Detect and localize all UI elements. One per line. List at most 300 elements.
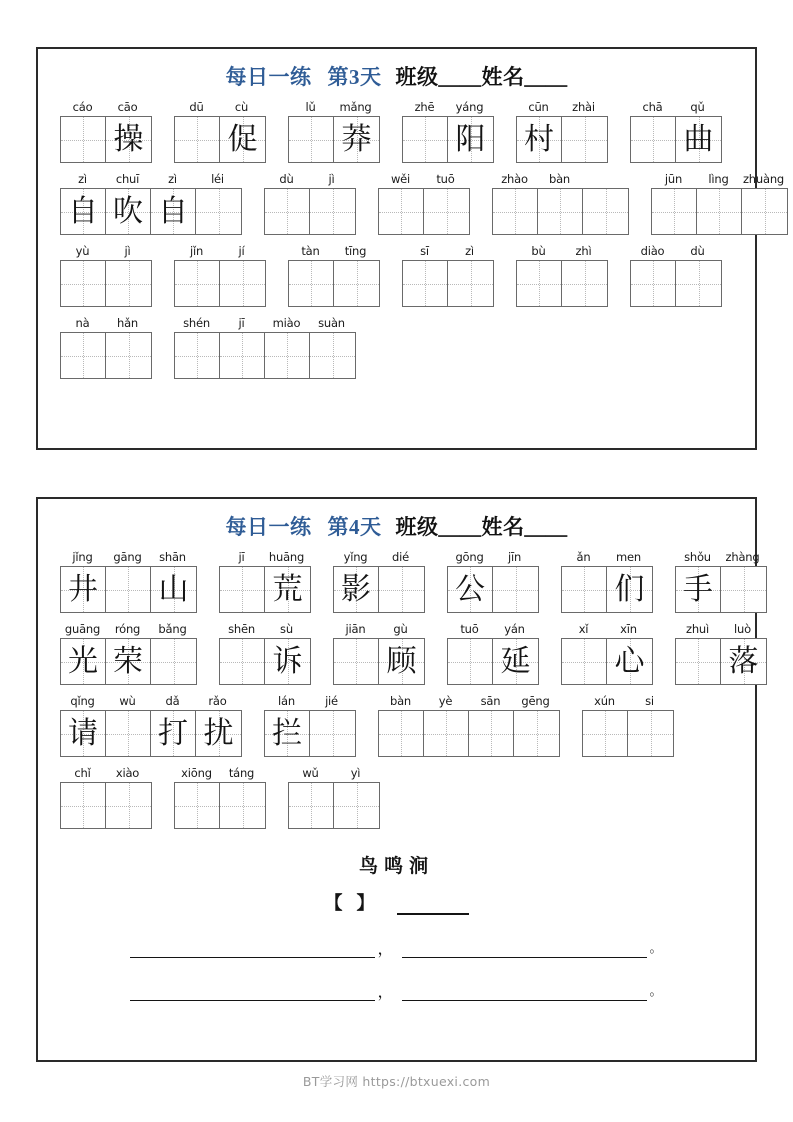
pinyin-label: suàn: [318, 316, 345, 330]
hanzi-glyph: 诉: [272, 644, 303, 678]
pinyin-label: xiào: [115, 766, 140, 780]
verse-period: 。: [649, 983, 663, 998]
tianzige-cell-filled[interactable]: [607, 567, 652, 612]
tianzige-cell-filled[interactable]: [61, 711, 106, 756]
tianzige-cell-filled[interactable]: [448, 567, 493, 612]
tianzige-cell-blank[interactable]: [631, 117, 676, 162]
tianzige-cell-blank[interactable]: [583, 711, 628, 756]
worksheet-day4-title: [38, 511, 755, 541]
pinyin-label: zhuàng: [742, 172, 785, 186]
pinyin-label: zhài: [572, 100, 595, 114]
tianzige-cell-blank[interactable]: [175, 783, 220, 828]
tianzige-cell-blank[interactable]: [175, 117, 220, 162]
hanzi-glyph: 延: [500, 644, 531, 678]
worksheet-day3-title: [38, 61, 755, 91]
poem-section: [38, 851, 755, 1001]
tianzige-grid: [264, 188, 356, 235]
word-group: [561, 622, 653, 685]
tianzige-cell-blank[interactable]: [196, 189, 241, 234]
tianzige-cell-filled[interactable]: [106, 189, 151, 234]
tianzige-cell-blank[interactable]: [289, 783, 334, 828]
title-class-name-field[interactable]: 班级＿＿姓名＿＿: [395, 515, 568, 539]
hanzi-glyph: 村: [524, 122, 554, 156]
tianzige-cell-blank[interactable]: [562, 639, 607, 684]
pinyin-label: qǔ: [690, 100, 705, 114]
tianzige-cell-blank[interactable]: [220, 261, 265, 306]
watermark: BT学习网 https://btxuexi.com: [302, 1074, 491, 1089]
word-row: [38, 316, 755, 379]
pinyin-label: dǎ: [165, 694, 180, 708]
hanzi-glyph: 公: [455, 572, 485, 606]
pinyin-label: shēn: [228, 622, 255, 636]
pinyin-row: [492, 172, 629, 186]
pinyin-label: wù: [119, 694, 136, 708]
tianzige-cell-filled[interactable]: [265, 639, 310, 684]
tianzige-grid: [60, 332, 152, 379]
tianzige-cell-blank[interactable]: [334, 783, 379, 828]
pinyin-label: shén: [183, 316, 210, 330]
tianzige-cell-blank[interactable]: [676, 639, 721, 684]
pinyin-row: [630, 244, 722, 258]
pinyin-row: [675, 550, 767, 564]
pinyin-label: dié: [392, 550, 409, 564]
tianzige-grid: [561, 638, 653, 685]
word-group: [582, 694, 674, 757]
tianzige-cell-filled[interactable]: [220, 117, 265, 162]
pinyin-label: zhào: [501, 172, 528, 186]
pinyin-label: bàn: [389, 694, 412, 708]
hanzi-glyph: 自: [68, 194, 98, 228]
tianzige-cell-filled[interactable]: [61, 189, 106, 234]
pinyin-row: [651, 172, 788, 186]
tianzige-grid: [516, 260, 608, 307]
word-row: [38, 694, 755, 757]
word-group: [333, 550, 425, 613]
tianzige-grid: [174, 332, 356, 379]
tianzige-cell-blank[interactable]: [562, 567, 607, 612]
hanzi-glyph: 打: [158, 716, 188, 750]
tianzige-cell-blank[interactable]: [448, 261, 493, 306]
pinyin-row: [174, 100, 266, 114]
pinyin-label: gāng: [113, 550, 142, 564]
word-group: [630, 100, 722, 163]
tianzige-cell-blank[interactable]: [493, 189, 538, 234]
tianzige-cell-blank[interactable]: [403, 117, 448, 162]
pinyin-label: cáo: [72, 100, 93, 114]
pinyin-label: wǔ: [302, 766, 319, 780]
pinyin-row: [582, 694, 674, 708]
tianzige-cell-blank[interactable]: [151, 639, 196, 684]
tianzige-cell-filled[interactable]: [106, 639, 151, 684]
pinyin-label: yán: [504, 622, 525, 636]
pinyin-label: tīng: [344, 244, 367, 258]
hanzi-glyph: 自: [158, 194, 188, 228]
tianzige-grid: [60, 782, 152, 829]
pinyin-row: [288, 100, 380, 114]
hanzi-glyph: 光: [68, 644, 98, 678]
pinyin-row: [378, 172, 470, 186]
hanzi-glyph: 顾: [386, 644, 417, 678]
pinyin-row: [447, 550, 539, 564]
verse-period: 。: [649, 940, 663, 955]
pinyin-label: jǐng: [72, 550, 93, 564]
pinyin-label: rǎo: [208, 694, 227, 708]
word-group: [60, 766, 152, 829]
tianzige-cell-blank[interactable]: [493, 567, 538, 612]
pinyin-label: dù: [279, 172, 294, 186]
hanzi-glyph: 扰: [203, 716, 234, 750]
tianzige-cell-filled[interactable]: [265, 567, 310, 612]
tianzige-cell-blank[interactable]: [448, 639, 493, 684]
word-group: [60, 622, 197, 685]
tianzige-cell-blank[interactable]: [106, 261, 151, 306]
pinyin-row: [288, 766, 380, 780]
tianzige-grid: [288, 260, 380, 307]
tianzige-cell-filled[interactable]: [334, 117, 379, 162]
pinyin-label: zhì: [575, 244, 592, 258]
tianzige-cell-filled[interactable]: [61, 639, 106, 684]
pinyin-label: sī: [420, 244, 429, 258]
hanzi-glyph: 拦: [272, 716, 302, 750]
pinyin-label: táng: [228, 766, 255, 780]
pinyin-label: huāng: [268, 550, 305, 564]
pinyin-label: ǎn: [576, 550, 591, 564]
poem-author-line: [38, 889, 755, 915]
pinyin-label: dù: [690, 244, 705, 258]
tianzige-grid: [492, 188, 629, 235]
tianzige-cell-blank[interactable]: [61, 333, 106, 378]
pinyin-label: cūn: [528, 100, 549, 114]
pinyin-row: [333, 622, 425, 636]
hanzi-glyph: 曲: [683, 122, 714, 156]
pinyin-label: shān: [159, 550, 186, 564]
tianzige-cell-blank[interactable]: [106, 783, 151, 828]
pinyin-label: shǒu: [684, 550, 711, 564]
tianzige-cell-blank[interactable]: [628, 711, 673, 756]
tianzige-cell-blank[interactable]: [514, 711, 559, 756]
pinyin-label: xiōng: [181, 766, 212, 780]
tianzige-grid: [447, 566, 539, 613]
tianzige-grid: [288, 116, 380, 163]
word-group: [675, 622, 767, 685]
tianzige-grid: [651, 188, 788, 235]
pinyin-label: tuō: [460, 622, 479, 636]
pinyin-row: [60, 550, 197, 564]
word-row: [38, 622, 759, 685]
hanzi-glyph: 阳: [455, 122, 486, 156]
pinyin-label: gōng: [455, 550, 484, 564]
pinyin-label: tàn: [301, 244, 320, 258]
pinyin-label: zhàng: [725, 550, 760, 564]
tianzige-grid: [630, 260, 722, 307]
pinyin-row: [561, 550, 653, 564]
pinyin-label: wěi: [390, 172, 411, 186]
verse-blank[interactable]: [402, 941, 647, 958]
word-group: [402, 100, 494, 163]
pinyin-row: [630, 100, 722, 114]
tianzige-grid: [582, 710, 674, 757]
hanzi-glyph: 莽: [341, 122, 372, 156]
pinyin-label: jié: [325, 694, 338, 708]
tianzige-cell-blank[interactable]: [583, 189, 628, 234]
tianzige-cell-blank[interactable]: [721, 567, 766, 612]
tianzige-cell-filled[interactable]: [517, 117, 562, 162]
verse-blank[interactable]: [130, 941, 375, 958]
pinyin-label: luò: [734, 622, 751, 636]
word-group: [675, 550, 767, 613]
tianzige-grid: [402, 260, 494, 307]
tianzige-cell-blank[interactable]: [652, 189, 697, 234]
tianzige-cell-filled[interactable]: [379, 639, 424, 684]
word-group: [174, 316, 356, 379]
tianzige-cell-filled[interactable]: [151, 567, 196, 612]
worksheet-day4: [36, 497, 760, 1062]
tianzige-cell-filled[interactable]: [676, 117, 721, 162]
tianzige-cell-blank[interactable]: [310, 189, 355, 234]
tianzige-cell-blank[interactable]: [403, 261, 448, 306]
pinyin-row: [60, 766, 152, 780]
pinyin-label: zhuì: [685, 622, 709, 636]
tianzige-cell-blank[interactable]: [562, 261, 607, 306]
pinyin-label: yù: [75, 244, 90, 258]
poem-author-blank[interactable]: [397, 899, 469, 915]
pinyin-row: [219, 550, 311, 564]
pinyin-label: sù: [280, 622, 293, 636]
tianzige-cell-blank[interactable]: [220, 567, 265, 612]
verse-blank[interactable]: [130, 984, 375, 1001]
pinyin-label: jǐn: [189, 244, 204, 258]
hanzi-glyph: 促: [227, 122, 258, 156]
word-group: [651, 172, 788, 235]
pinyin-label: sān: [480, 694, 501, 708]
tianzige-grid: [174, 116, 266, 163]
pinyin-row: [516, 244, 608, 258]
tianzige-cell-filled[interactable]: [151, 189, 196, 234]
pinyin-label: chā: [642, 100, 663, 114]
pinyin-label: si: [645, 694, 654, 708]
tianzige-cell-blank[interactable]: [379, 567, 424, 612]
pinyin-label: mǎng: [339, 100, 372, 114]
poem-verse-line-1: [38, 941, 755, 958]
tianzige-cell-blank[interactable]: [742, 189, 787, 234]
verse-blank[interactable]: [402, 984, 647, 1001]
pinyin-label: diào: [640, 244, 665, 258]
word-group: [561, 550, 653, 613]
title-class-name-field[interactable]: 班级＿＿姓名＿＿: [395, 65, 568, 89]
pinyin-label: léi: [211, 172, 224, 186]
tianzige-cell-blank[interactable]: [265, 333, 310, 378]
pinyin-label: lǔ: [305, 100, 316, 114]
pinyin-row: [60, 316, 152, 330]
tianzige-grid: [561, 566, 653, 613]
tianzige-grid: [174, 782, 266, 829]
word-row: [38, 100, 755, 163]
word-row: [38, 172, 785, 235]
pinyin-row: [174, 766, 266, 780]
pinyin-label: lán: [278, 694, 295, 708]
pinyin-label: jīn: [507, 550, 522, 564]
pinyin-label: nà: [75, 316, 90, 330]
tianzige-grid: [288, 782, 380, 829]
tianzige-cell-filled[interactable]: [196, 711, 241, 756]
word-group: [174, 766, 266, 829]
word-group: [174, 100, 266, 163]
word-group: [288, 100, 380, 163]
poem-dynasty-bracket[interactable]: 【】: [324, 893, 389, 913]
tianzige-cell-blank[interactable]: [631, 261, 676, 306]
pinyin-label: xǐ: [578, 622, 589, 636]
pinyin-row: [378, 694, 560, 708]
pinyin-row: [60, 694, 242, 708]
pinyin-label: dū: [189, 100, 204, 114]
tianzige-cell-blank[interactable]: [61, 117, 106, 162]
pinyin-row: [264, 172, 356, 186]
pinyin-label: yì: [350, 766, 361, 780]
tianzige-cell-blank[interactable]: [220, 333, 265, 378]
pinyin-label: chǐ: [74, 766, 91, 780]
pinyin-label: cāo: [117, 100, 138, 114]
hanzi-glyph: 吹: [113, 194, 143, 228]
word-group: [60, 694, 242, 757]
tianzige-cell-blank[interactable]: [289, 261, 334, 306]
tianzige-cell-blank[interactable]: [220, 639, 265, 684]
pinyin-row: [516, 100, 608, 114]
tianzige-cell-blank[interactable]: [61, 261, 106, 306]
pinyin-label: jūn: [664, 172, 683, 186]
pinyin-row: [60, 622, 197, 636]
pinyin-row: [675, 622, 767, 636]
tianzige-cell-blank[interactable]: [175, 261, 220, 306]
tianzige-grid: [630, 116, 722, 163]
hanzi-glyph: 操: [113, 122, 144, 156]
poem-title: 鸟鸣涧: [358, 856, 434, 877]
tianzige-cell-blank[interactable]: [676, 261, 721, 306]
hanzi-glyph: 井: [68, 572, 98, 606]
pinyin-label: yǐng: [343, 550, 368, 564]
pinyin-row: [561, 622, 653, 636]
tianzige-cell-filled[interactable]: [106, 117, 151, 162]
tianzige-grid: [378, 710, 560, 757]
word-group: [516, 100, 608, 163]
worksheet-day3-rows: [38, 100, 785, 379]
tianzige-cell-filled[interactable]: [151, 711, 196, 756]
tianzige-cell-blank[interactable]: [424, 189, 469, 234]
tianzige-cell-filled[interactable]: [676, 567, 721, 612]
tianzige-cell-blank[interactable]: [220, 783, 265, 828]
tianzige-cell-filled[interactable]: [334, 567, 379, 612]
tianzige-cell-blank[interactable]: [310, 711, 355, 756]
tianzige-cell-blank[interactable]: [106, 567, 151, 612]
word-group: [264, 172, 356, 235]
pinyin-label: róng: [114, 622, 141, 636]
tianzige-cell-blank[interactable]: [106, 711, 151, 756]
pinyin-label: tuō: [436, 172, 455, 186]
tianzige-cell-filled[interactable]: [493, 639, 538, 684]
tianzige-cell-blank[interactable]: [175, 333, 220, 378]
tianzige-grid: [264, 710, 356, 757]
word-group: [60, 550, 197, 613]
pinyin-label: zì: [465, 244, 474, 258]
pinyin-label: zhē: [414, 100, 435, 114]
tianzige-cell-blank[interactable]: [562, 117, 607, 162]
word-group: [219, 550, 311, 613]
tianzige-cell-filled[interactable]: [61, 567, 106, 612]
tianzige-grid: [675, 566, 767, 613]
word-group: [219, 622, 311, 685]
pinyin-label: jí: [238, 244, 245, 258]
pinyin-label: jì: [328, 172, 335, 186]
title-main-text: 每日一练: [225, 65, 312, 89]
tianzige-cell-blank[interactable]: [61, 783, 106, 828]
pinyin-row: [402, 100, 494, 114]
tianzige-cell-blank[interactable]: [334, 261, 379, 306]
word-group: [60, 100, 152, 163]
tianzige-cell-filled[interactable]: [448, 117, 493, 162]
word-group: [630, 244, 722, 307]
tianzige-cell-blank[interactable]: [697, 189, 742, 234]
tianzige-cell-blank[interactable]: [469, 711, 514, 756]
pinyin-label: zì: [168, 172, 177, 186]
title-day-text: 第4天: [327, 515, 382, 539]
pinyin-label: qǐng: [70, 694, 95, 708]
word-group: [60, 244, 152, 307]
word-group: [333, 622, 425, 685]
hanzi-glyph: 影: [341, 572, 371, 606]
tianzige-cell-blank[interactable]: [517, 261, 562, 306]
tianzige-cell-filled[interactable]: [721, 639, 766, 684]
pinyin-row: [174, 244, 266, 258]
pinyin-label: yè: [438, 694, 453, 708]
tianzige-grid: [60, 638, 197, 685]
tianzige-cell-filled[interactable]: [265, 711, 310, 756]
tianzige-cell-blank[interactable]: [379, 189, 424, 234]
tianzige-cell-blank[interactable]: [265, 189, 310, 234]
pinyin-label: bǎng: [158, 622, 187, 636]
word-group: [288, 244, 380, 307]
word-row: [38, 550, 760, 613]
hanzi-glyph: 们: [614, 572, 645, 606]
tianzige-cell-blank[interactable]: [334, 639, 379, 684]
tianzige-grid: [60, 188, 242, 235]
tianzige-cell-filled[interactable]: [607, 639, 652, 684]
word-group: [288, 766, 380, 829]
word-group: [60, 316, 152, 379]
pinyin-label: jī: [238, 316, 245, 330]
pinyin-row: [288, 244, 380, 258]
tianzige-grid: [516, 116, 608, 163]
hanzi-glyph: 请: [68, 716, 98, 750]
tianzige-cell-blank[interactable]: [379, 711, 424, 756]
hanzi-glyph: 落: [728, 644, 759, 678]
word-row: [38, 766, 755, 829]
pinyin-label: xīn: [620, 622, 637, 636]
hanzi-glyph: 心: [614, 644, 645, 678]
tianzige-grid: [60, 566, 197, 613]
poem-verse-line-2: [38, 984, 755, 1001]
tianzige-cell-blank[interactable]: [289, 117, 334, 162]
tianzige-cell-blank[interactable]: [310, 333, 355, 378]
pinyin-label: zì: [78, 172, 87, 186]
pinyin-label: bù: [531, 244, 546, 258]
pinyin-row: [402, 244, 494, 258]
hanzi-glyph: 荣: [113, 644, 143, 678]
word-group: [516, 244, 608, 307]
hanzi-glyph: 山: [158, 572, 189, 606]
tianzige-cell-blank[interactable]: [106, 333, 151, 378]
tianzige-cell-blank[interactable]: [538, 189, 583, 234]
tianzige-cell-blank[interactable]: [424, 711, 469, 756]
tianzige-grid: [60, 710, 242, 757]
